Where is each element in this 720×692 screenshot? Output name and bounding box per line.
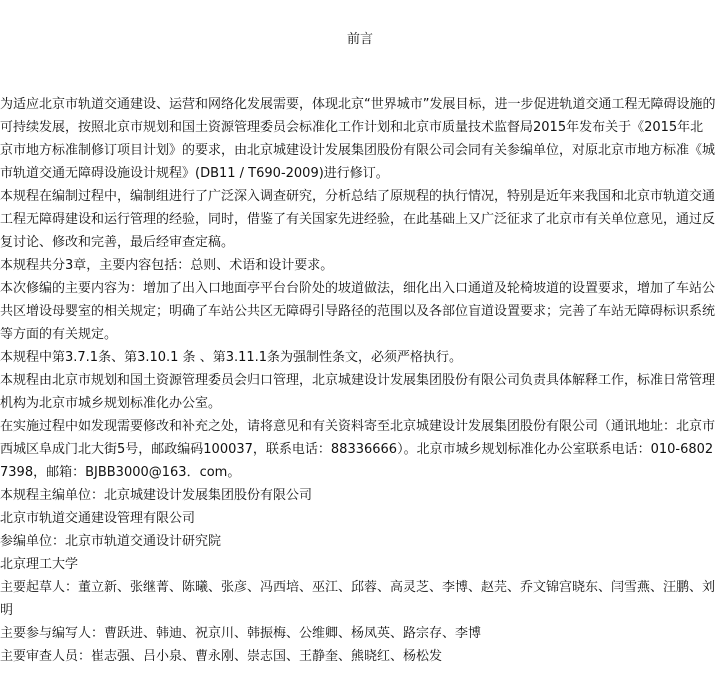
main-drafters: 主要起草人：董立新、张继菁、陈曦、张彦、冯西培、巫江、邱蓉、高灵芝、李博、赵芫、乔文锦宫晓东、闫雪燕、汪鹏、刘明 <box>0 580 716 618</box>
paragraph-chapters: 本规程共分3章，主要内容包括：总则、术语和设计要求。 <box>0 258 334 273</box>
paragraph-management: 本规程由北京市规划和国土资源管理委员会归口管理，北京城建设计发展集团股份有限公司负责具体解释工作，标准日常管理机构为北京市城乡规划标准化办公室。 <box>0 373 716 411</box>
participating-unit-2: 北京理工大学 <box>0 557 79 572</box>
main-reviewers: 主要审查人员：崔志强、吕小泉、曹永刚、崇志国、王静奎、熊晓红、杨松发 <box>0 649 443 664</box>
main-contributors: 主要参与编写人：曹跃进、韩迪、祝京川、韩振梅、公维卿、杨凤英、路宗存、李博 <box>0 626 482 641</box>
paragraph-compilation: 本规程在编制过程中，编制组进行了广泛深入调查研究，分析总结了原规程的执行情况，特别是近年来我国和北京市轨道交通工程无障碍建设和运行管理的经验，同时，借鉴了有关国家先进经验，在此基础上又广泛征求了北京市有关单位意见，通过反复讨论、修改和完善，最后经审查定稿。 <box>0 189 716 250</box>
chief-editor-unit: 本规程主编单位：北京城建设计发展集团股份有限公司 <box>0 488 313 503</box>
paragraph-mandatory-clauses: 本规程中第3.7.1条、第3.10.1 条 、第3.11.1条为强制性条文，必须严格执行。 <box>0 350 463 365</box>
paragraph-contact: 在实施过程中如发现需要修改和补充之处，请将意见和有关资料寄至北京城建设计发展集团股份有限公司（通讯地址：北京市西城区阜成门北大街5号，邮政编码100037，联系电话：88336666）。北京市城乡规划标准化办公室联系电话：010-68027398，邮箱：BJBB3000@163．com。 <box>0 419 716 480</box>
chief-editor-unit-2: 北京市轨道交通建设管理有限公司 <box>0 511 196 526</box>
paragraph-purpose: 为适应北京市轨道交通建设、运营和网络化发展需要，体现北京“世界城市”发展目标，进一步促进轨道交通工程无障碍设施的可持续发展，按照北京市规划和国土资源管理委员会标准化工作计划和北京市质量技术监督局2015年发布关于《2015年北京市地方标准制修订项目计划》的要求，由北京城建设计发展集团股份有限公司会同有关参编单位，对原北京市地方标准《城市轨道交通无障碍设施设计规程》(DB11 / T690-2009)进行修订。 <box>0 97 716 181</box>
page-title: 前言 <box>346 32 373 47</box>
participating-unit: 参编单位：北京市轨道交通设计研究院 <box>0 534 222 549</box>
document-body <box>0 93 716 668</box>
paragraph-revisions: 本次修编的主要内容为：增加了出入口地面亭平台台阶处的坡道做法，细化出入口通道及轮椅坡道的设置要求，增加了车站公共区增设母婴室的相关规定；明确了车站公共区无障碍引导路径的范围以及各部位盲道设置要求；完善了车站无障碍标识系统等方面的有关规定。 <box>0 281 716 342</box>
